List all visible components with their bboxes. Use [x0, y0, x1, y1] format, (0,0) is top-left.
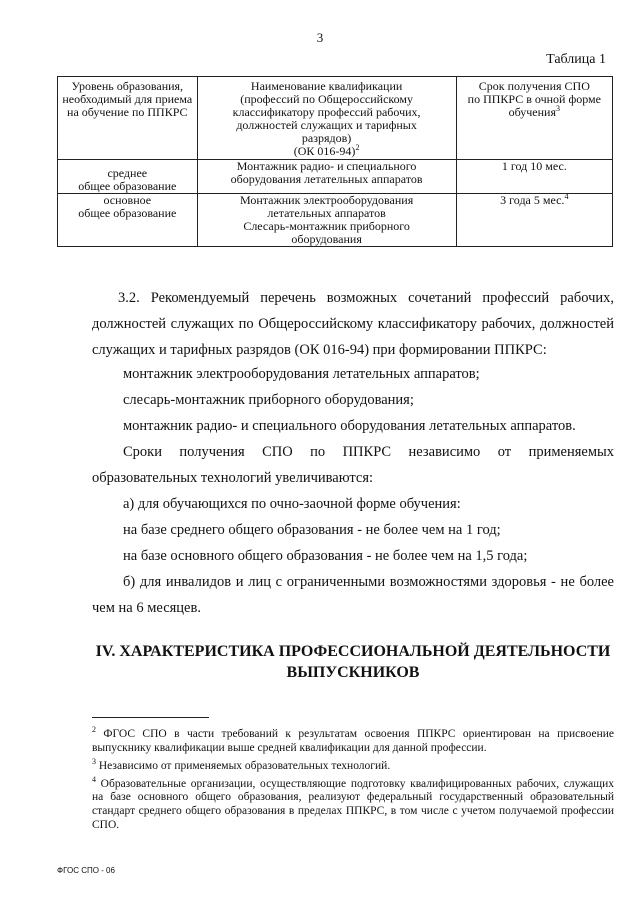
footnote-ref-4: 4 — [564, 192, 569, 201]
footnote-divider — [92, 717, 209, 718]
terms-paragraph-line-1: Сроки получения СПО по ППКРС независимо от применяемых — [123, 444, 614, 460]
section-heading: IV. ХАРАКТЕРИСТИКА ПРОФЕССИОНАЛЬНОЙ ДЕЯТЕЛЬНОСТИ ВЫПУСКНИКОВ — [95, 643, 611, 681]
footnote-ref-2: 2 — [355, 143, 360, 152]
item-a1: на базе среднего общего образования - не более чем на 1 год; — [123, 522, 501, 538]
header-qualification-name: Наименование квалификации (профессий по Общероссийскому классификатору профессий рабочих, должностей служащих и тарифных разрядов) (ОК 016-94)$^2$ — [197, 77, 456, 160]
cell-education-level: среднее общее образование — [58, 160, 198, 194]
list-item: слесарь-монтажник приборного оборудования; — [123, 392, 414, 408]
paragraph-3-2: 3.2. Рекомендуемый перечень возможных сочетаний профессий рабочих, должностей служащих по Общероссийскому классификатору рабочих, должностей служащих и тарифных разрядов (ОК 016-94) при формировании ППКРС: — [92, 290, 614, 358]
table-row — [58, 194, 613, 247]
cell-study-term: 3 года 5 мес.$^4$ — [456, 194, 612, 247]
item-a2: на базе основного общего образования - не более чем на 1,5 года; — [123, 548, 528, 564]
item-b-line-1: б) для инвалидов и лиц с ограниченными возможностями здоровья - не более — [123, 574, 614, 590]
cell-study-term: 1 год 10 мес. — [456, 160, 612, 194]
qualification-table — [57, 76, 613, 247]
item-b-line-2: чем на 6 месяцев. — [92, 600, 201, 616]
page-number: 3 — [316, 30, 324, 45]
header-education-level: Уровень образования, необходимый для приема на обучение по ППКРС — [58, 77, 198, 160]
footnotes — [92, 723, 614, 832]
cell-qualification: Монтажник радио- и специального оборудования летательных аппаратов — [197, 160, 456, 194]
table-label: Таблица 1 — [546, 52, 606, 67]
item-a: а) для обучающихся по очно-заочной форме обучения: — [123, 496, 461, 512]
table-header-row — [58, 77, 613, 160]
footnote: $^2$ ФГОС СПО в части требований к результатам освоения ППКРС ориентирован на присвоение выпускнику квалификации выше средней квалификации для данной профессии. — [92, 725, 614, 754]
footnote: $^4$ Образовательные организации, осуществляющие подготовку квалифицированных рабочих, служащих на базе основного общего образования, реализуют федеральный государственный образовательный стандарт среднего общего образования в пределах ППКРС, в том числе с учетом получаемой профессии СПО. — [92, 774, 615, 832]
list-item: монтажник электрооборудования летательных аппаратов; — [123, 366, 480, 382]
terms-paragraph-line-2: образовательных технологий увеличиваются: — [92, 470, 374, 486]
cell-education-level: основное общее образование — [58, 194, 198, 247]
table-row — [58, 160, 613, 194]
footnote-ref-3: 3 — [556, 104, 560, 113]
footnote: $^3$ Независимо от применяемых образовательных технологий. — [92, 756, 391, 772]
list-item: монтажник радио- и специального оборудования летательных аппаратов. — [123, 418, 576, 434]
page-footer: ФГОС СПО - 06 — [57, 866, 115, 875]
cell-qualification: Монтажник электрооборудования летательных аппаратов Слесарь-монтажник приборного оборудования — [197, 194, 456, 247]
header-study-term: Срок получения СПО по ППКРС в очной форме обучения$^3$ — [456, 77, 612, 160]
